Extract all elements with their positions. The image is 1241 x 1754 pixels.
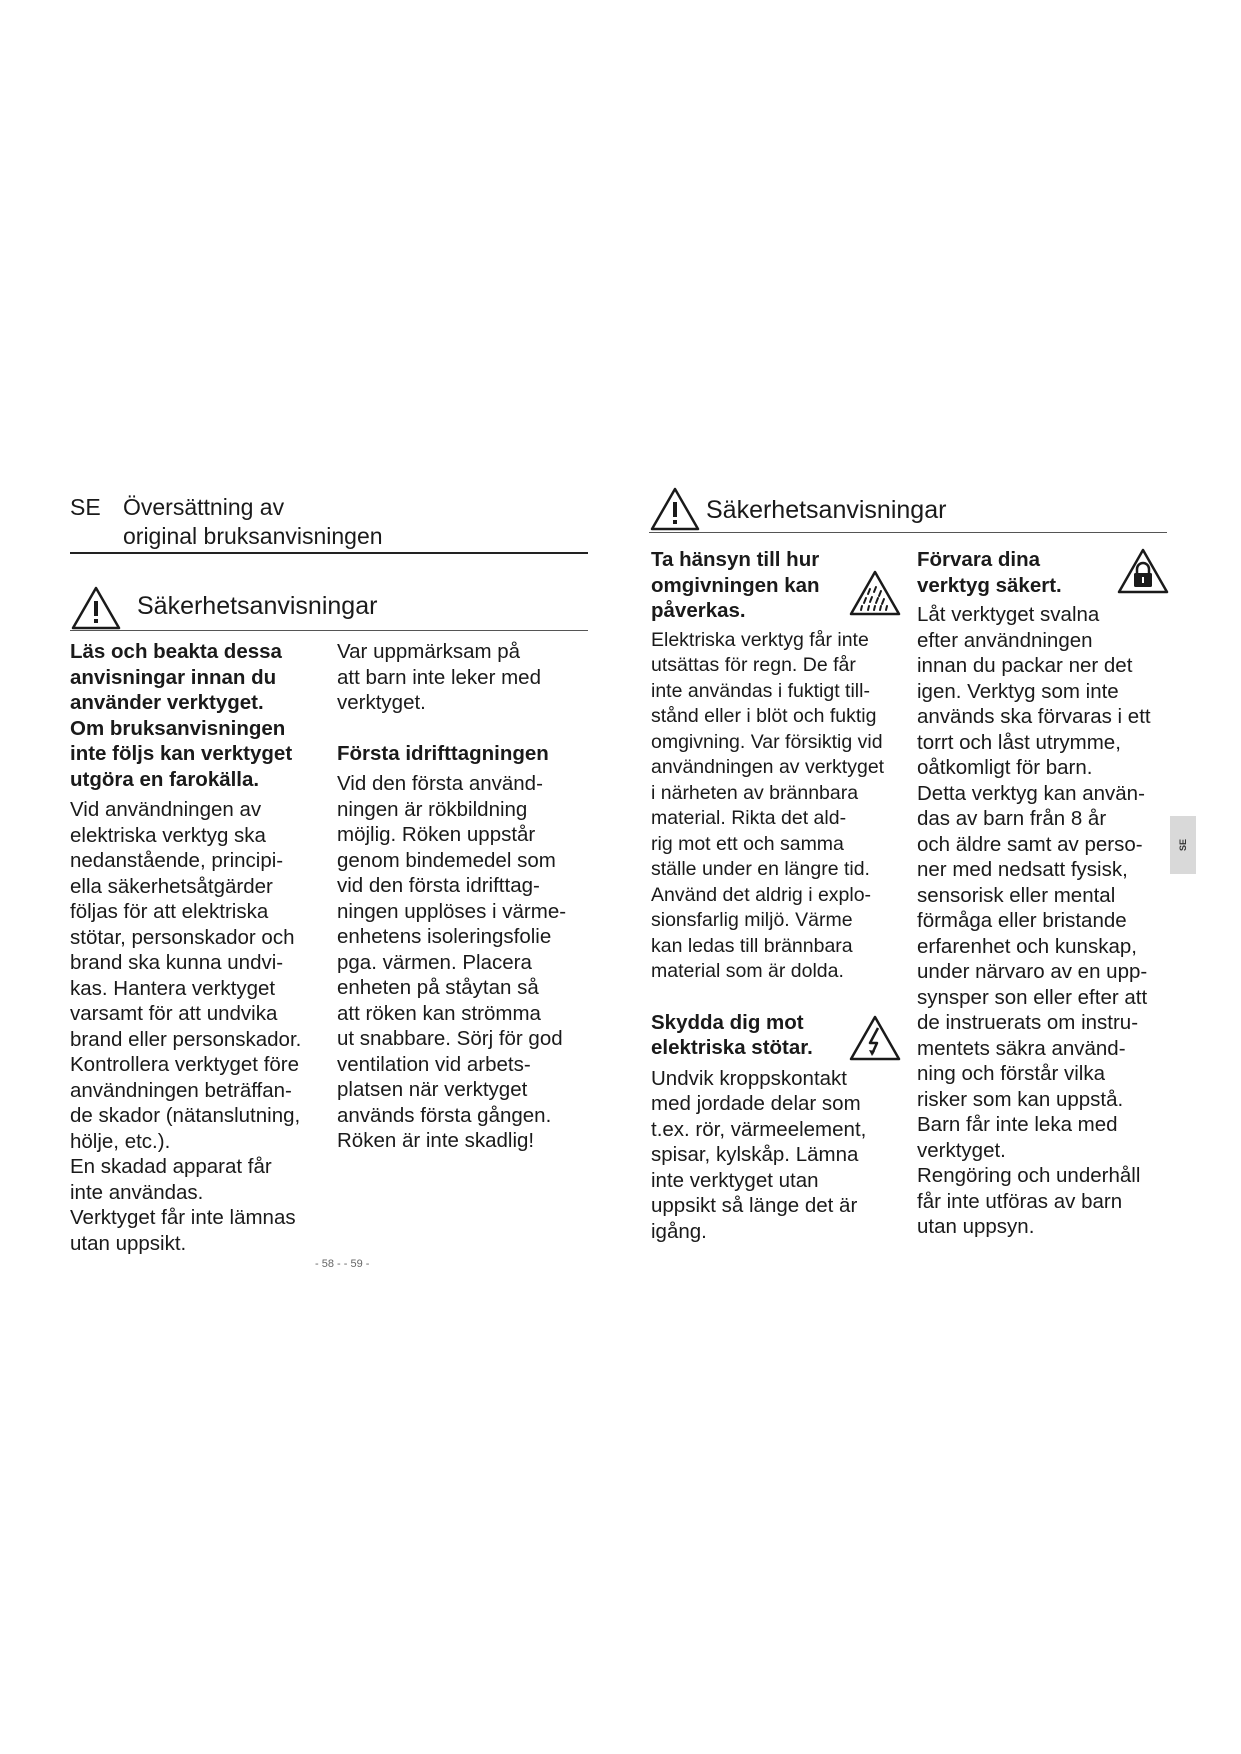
column-1	[70, 639, 330, 1256]
column-4	[917, 547, 1177, 1240]
body-line: användningen av verktyget	[651, 756, 885, 778]
body-line: Var uppmärksam på	[337, 640, 521, 663]
header-rule	[70, 552, 588, 554]
body-line: ner med nedsatt fysisk,	[917, 858, 1128, 881]
body-line: erfarenhet och kunskap,	[917, 934, 1137, 958]
body-line: verktyget.	[337, 691, 426, 714]
body-line: inte användas.	[70, 1180, 204, 1204]
body-line: sionsfarlig miljö. Värme	[651, 909, 853, 931]
body-line: material som är dolda.	[651, 960, 844, 982]
left-section-rule	[70, 630, 588, 631]
body-line: Barn får inte leka med	[917, 1113, 1118, 1136]
body-line: stånd eller i blöt och fuktig	[651, 705, 877, 727]
intro-bold-line: Läs och beakta dessa	[70, 640, 282, 663]
body-line: utan uppsyn.	[917, 1215, 1035, 1238]
body-line: Kontrollera verktyget före	[70, 1053, 300, 1076]
body-line: t.ex. rör, värmeelement,	[651, 1117, 867, 1141]
body-line: efter användningen	[917, 628, 1093, 652]
body-line: synsper son eller efter att	[917, 985, 1148, 1009]
body-line: utan uppsikt.	[70, 1231, 187, 1255]
intro-bold-line: inte följs kan verktyget	[70, 742, 293, 765]
header-line1	[70, 493, 590, 522]
body-line: vid den första idrifttag-	[337, 874, 540, 897]
body-line: att röken kan strömma	[337, 1001, 541, 1025]
left-section-title: Säkerhetsanvisningar	[137, 592, 378, 620]
column-3	[651, 547, 906, 1244]
body-line: ventilation vid arbets-	[337, 1052, 531, 1076]
body-line: mentets säkra använd-	[917, 1036, 1126, 1060]
body-line: verktyget.	[917, 1138, 1006, 1162]
environment-heading-line: Ta hänsyn till hur	[651, 548, 820, 571]
body-line: de instruerats om instru-	[917, 1011, 1139, 1034]
body-line: uppsikt så länge det är	[651, 1194, 858, 1217]
electric-heading-line: elektriska stötar.	[651, 1036, 813, 1059]
body-line: material. Rikta det ald-	[651, 807, 847, 829]
body-line: utsättas för regn. De får	[651, 654, 856, 676]
first-use-heading: Första idrifttagningen	[337, 741, 549, 765]
body-line: stötar, personskador och	[70, 925, 295, 949]
body-line: enheten på ståytan så	[337, 976, 539, 999]
column-2	[337, 639, 597, 1154]
body-line: sensorisk eller mental	[917, 883, 1116, 907]
body-line: får inte utföras av barn	[917, 1189, 1123, 1213]
body-line: Röken är inte skadlig!	[337, 1129, 535, 1152]
body-line: ella säkerhetsåtgärder	[70, 874, 273, 898]
body-line: kas. Hantera verktyget	[70, 976, 276, 1000]
body-line: Elektriska verktyg får inte	[651, 628, 869, 651]
body-line: En skadad apparat får	[70, 1155, 272, 1178]
environment-heading-line: påverkas.	[651, 599, 746, 622]
body-line: brand eller personskador.	[70, 1027, 302, 1051]
body-line: Undvik kroppskontakt	[651, 1066, 847, 1090]
body-line: Verktyget får inte lämnas	[70, 1206, 296, 1229]
body-line: omgivning. Var försiktig vid	[651, 730, 883, 753]
body-line: igång.	[651, 1219, 707, 1243]
electric-shock-icon	[848, 1014, 902, 1062]
environment-heading-line: omgivningen kan	[651, 573, 820, 597]
body-line: användningen beträffan-	[70, 1078, 292, 1102]
right-section-title: Säkerhetsanvisningar	[706, 496, 947, 524]
body-line: torrt och låst utrymme,	[917, 730, 1121, 754]
body-line: oåtkomligt för barn.	[917, 756, 1093, 779]
language-code: SE	[70, 494, 101, 520]
lock-warning-icon	[1116, 547, 1170, 595]
body-line: enhetens isoleringsfolie	[337, 925, 552, 948]
rain-warning-icon	[848, 569, 902, 617]
header-title-line1: Översättning av	[123, 494, 285, 520]
document-header	[70, 493, 590, 551]
body-line: kan ledas till brännbara	[651, 934, 853, 957]
body-line: Låt verktyget svalna	[917, 603, 1100, 626]
side-tab-label: SE	[1178, 839, 1188, 852]
body-line: nedanstående, principi-	[70, 849, 284, 872]
body-line: elektriska verktyg ska	[70, 823, 266, 847]
electric-heading-line: Skydda dig mot	[651, 1010, 804, 1034]
body-line: och äldre samt av perso-	[917, 832, 1143, 856]
body-line: brand ska kunna undvi-	[70, 951, 284, 974]
header-title-line2: original bruksanvisningen	[123, 523, 383, 549]
body-line: ning och förstår vilka	[917, 1062, 1106, 1085]
body-line: Vid den första använd-	[337, 772, 543, 795]
page-numbers: - 58 - - 59 -	[315, 1258, 370, 1270]
storage-heading-line: verktyg säkert.	[917, 573, 1062, 597]
body-line: innan du packar ner det	[917, 654, 1133, 677]
right-section-rule	[649, 532, 1167, 533]
body-line: ställe under en längre tid.	[651, 858, 870, 880]
body-line: varsamt för att undvika	[70, 1002, 278, 1025]
body-line: används första gången.	[337, 1103, 552, 1127]
body-line: igen. Verktyg som inte	[917, 679, 1119, 703]
body-line: möjlig. Röken uppstår	[337, 823, 536, 846]
warning-triangle-icon	[649, 486, 701, 532]
body-line: ut snabbare. Sörj för god	[337, 1027, 563, 1050]
body-line: Rengöring och underhåll	[917, 1164, 1141, 1187]
side-language-tab	[1170, 816, 1196, 874]
body-line: rig mot ett och samma	[651, 832, 844, 855]
storage-heading-line: Förvara dina	[917, 548, 1041, 571]
body-line: Använd det aldrig i explo-	[651, 883, 872, 906]
body-line: att barn inte leker med	[337, 665, 541, 689]
body-line: förmåga eller bristande	[917, 909, 1127, 932]
body-line: används ska förvaras i ett	[917, 705, 1151, 728]
body-line: ningen upplöses i värme-	[337, 899, 567, 923]
intro-bold-line: utgöra en farokälla.	[70, 767, 260, 791]
body-line: under närvaro av en upp-	[917, 960, 1148, 983]
body-line: de skador (nätanslutning,	[70, 1104, 301, 1127]
body-line: med jordade delar som	[651, 1092, 861, 1115]
body-line: platsen när verktyget	[337, 1078, 528, 1101]
body-line: das av barn från 8 år	[917, 807, 1107, 830]
body-line: genom bindemedel som	[337, 848, 556, 872]
body-line: inte användas i fuktigt till-	[651, 679, 870, 702]
body-line: Detta verktyg kan använ-	[917, 781, 1145, 805]
intro-bold-line: anvisningar innan du	[70, 665, 277, 689]
body-line: hölje, etc.).	[70, 1129, 171, 1153]
body-line: pga. värmen. Placera	[337, 950, 532, 974]
body-line: inte verktyget utan	[651, 1168, 819, 1192]
body-line: Vid användningen av	[70, 798, 262, 821]
body-line: ningen är rökbildning	[337, 797, 528, 821]
intro-bold-line: använder verktyget.	[70, 691, 264, 714]
warning-triangle-icon	[70, 585, 122, 631]
body-line: spisar, kylskåp. Lämna	[651, 1143, 859, 1166]
body-line: följas för att elektriska	[70, 900, 269, 923]
body-line: i närheten av brännbara	[651, 781, 859, 804]
intro-bold-line: Om bruksanvisningen	[70, 716, 286, 740]
body-line: risker som kan uppstå.	[917, 1087, 1124, 1111]
